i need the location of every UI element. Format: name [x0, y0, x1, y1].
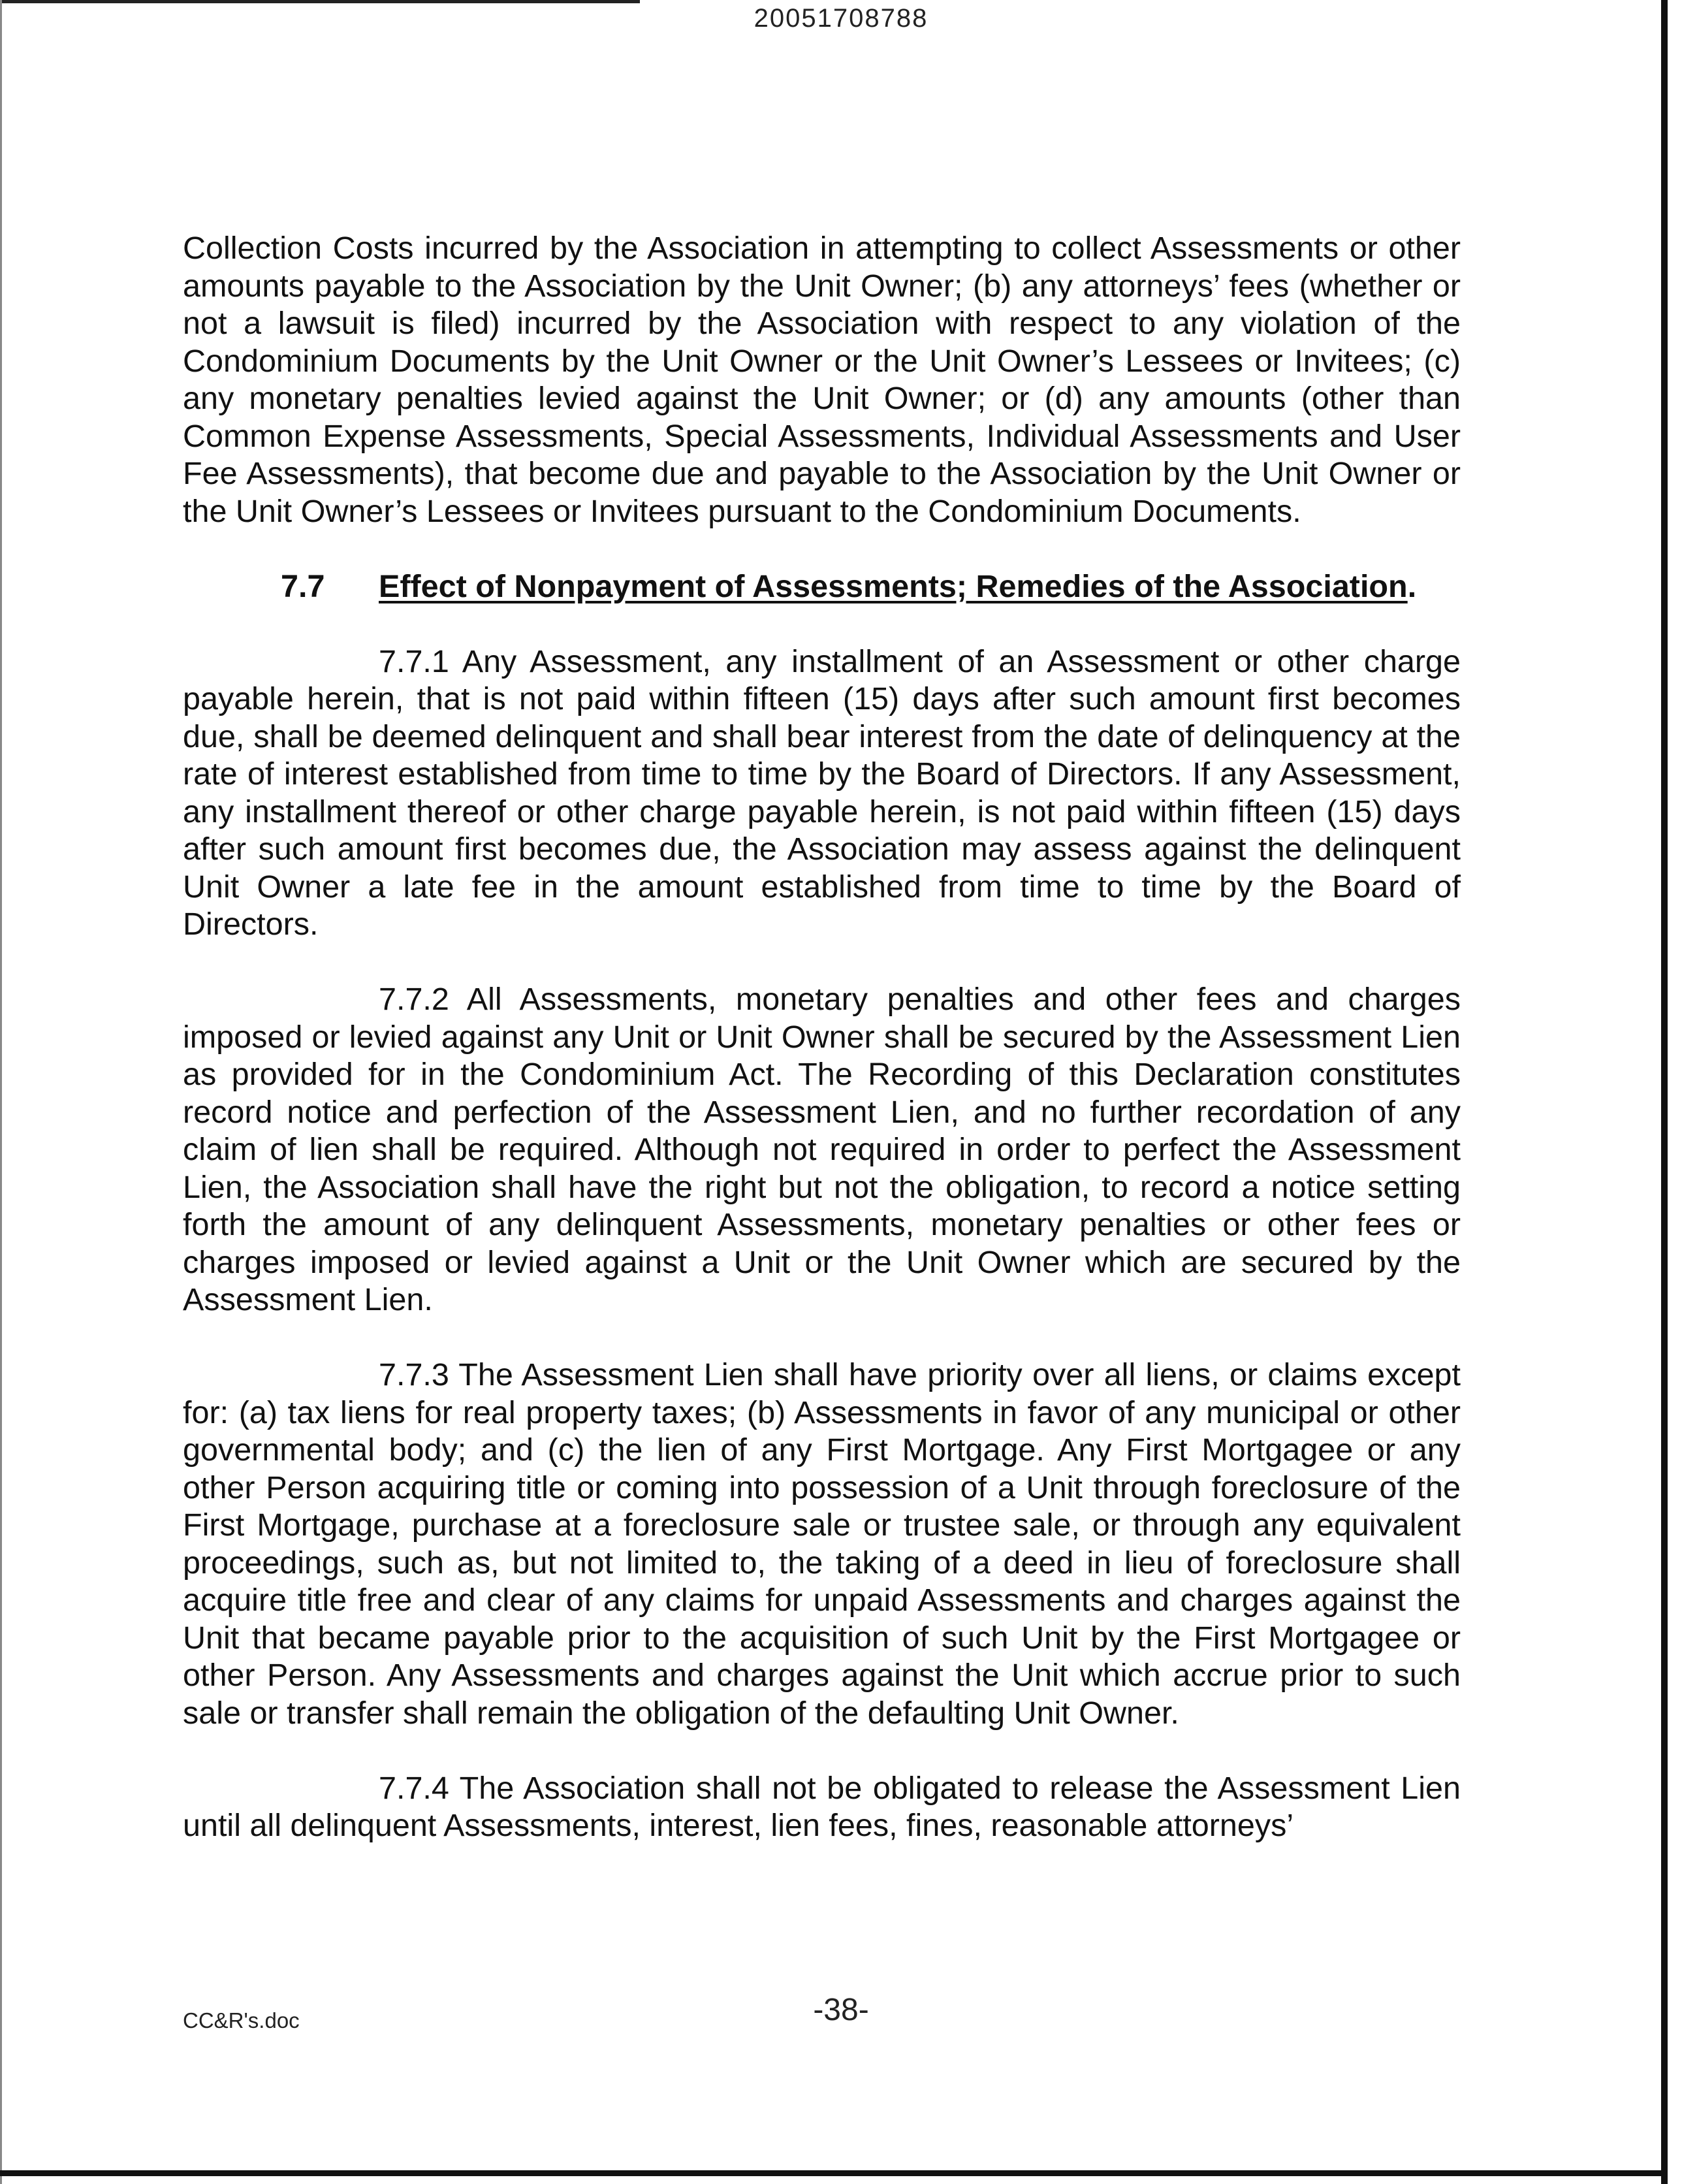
scan-edge-line: [0, 0, 640, 3]
scan-right-border: [1661, 0, 1668, 2184]
footer-filename: CC&R's.doc: [183, 2008, 300, 2032]
scan-bottom-border: [0, 2170, 1668, 2176]
paragraph-7-7-1: 7.7.1 Any Assessment, any installment of an Assessment or other charge payable herein, that is not paid within fifteen (15) days after such amount first becomes due, shall be deemed delinquent and shall bear interest from the date of delinquency at the rate of interest established from time to time by the Board of Directors. If any Assessment, any installment thereof or other charge payable herein, is not paid within fifteen (15) days after such amount first becomes due, the Association may assess against the delinquent Unit Owner a late fee in the amount established from time to time by the Board of Directors.: [183, 643, 1461, 942]
section-title: Effect of Nonpayment of Assessments; Remedies of the Association: [379, 568, 1408, 604]
document-body: [183, 230, 1461, 1845]
paragraph-7-7-4: 7.7.4 The Association shall not be obligated to release the Assessment Lien until all delinquent Assessments, interest, lien fees, fines, reasonable attorneys’: [183, 1770, 1461, 1843]
scan-left-edge: [0, 0, 2, 2184]
section-heading: [183, 568, 1461, 606]
page-number: -38-: [813, 1993, 869, 2027]
paragraph-7-7-3: 7.7.3 The Assessment Lien shall have priority over all liens, or claims except for: (a) tax liens for real property taxes; (b) Assessments in favor of any municipal or other governmental body; and (c) the lien of any First Mortgage. Any First Mortgagee or any other Person acquiring title or coming into possession of a Unit through foreclosure of the First Mortgage, purchase at a foreclosure sale or trustee sale, or through any equivalent proceedings, such as, but not limited to, the taking of a deed in lieu of foreclosure shall acquire title free and clear of any claims for unpaid Assessments and charges against the Unit that became payable prior to the acquisition of such Unit by the First Mortgagee or other Person. Any Assessments and charges against the Unit which accrue prior to such sale or transfer shall remain the obligation of the defaulting Unit Owner.: [183, 1357, 1461, 1731]
paragraph-7-7-2: 7.7.2 All Assessments, monetary penalties and other fees and charges imposed or levied against any Unit or Unit Owner shall be secured by the Assessment Lien as provided for in the Condominium Act. The Recording of this Declaration constitutes record notice and perfection of the Assessment Lien, and no further recordation of any claim of lien shall be required. Although not required in order to perfect the Assessment Lien, the Association shall have the right but not the obligation, to record a notice setting forth the amount of any delinquent Assessments, monetary penalties or other fees or charges imposed or levied against a Unit or the Unit Owner which are secured by the Assessment Lien.: [183, 982, 1461, 1317]
section-number: 7.7: [281, 568, 325, 604]
document-id: 20051708788: [754, 4, 928, 33]
intro-paragraph: Collection Costs incurred by the Association in attempting to collect Assessments or other amounts payable to the Association by the Unit Owner; (b) any attorneys’ fees (whether or not a lawsuit is filed) incurred by the Association with respect to any violation of the Condominium Documents by the Unit Owner or the Unit Owner’s Lessees or Invitees; (c) any monetary penalties levied against the Unit Owner; or (d) any amounts (other than Common Expense Assessments, Special Assessments, Individual Assessments and User Fee Assessments), that become due and payable to the Association by the Unit Owner or the Unit Owner’s Lessees or Invitees pursuant to the Condominium Documents.: [183, 231, 1461, 529]
section-title-period: .: [1407, 568, 1417, 604]
